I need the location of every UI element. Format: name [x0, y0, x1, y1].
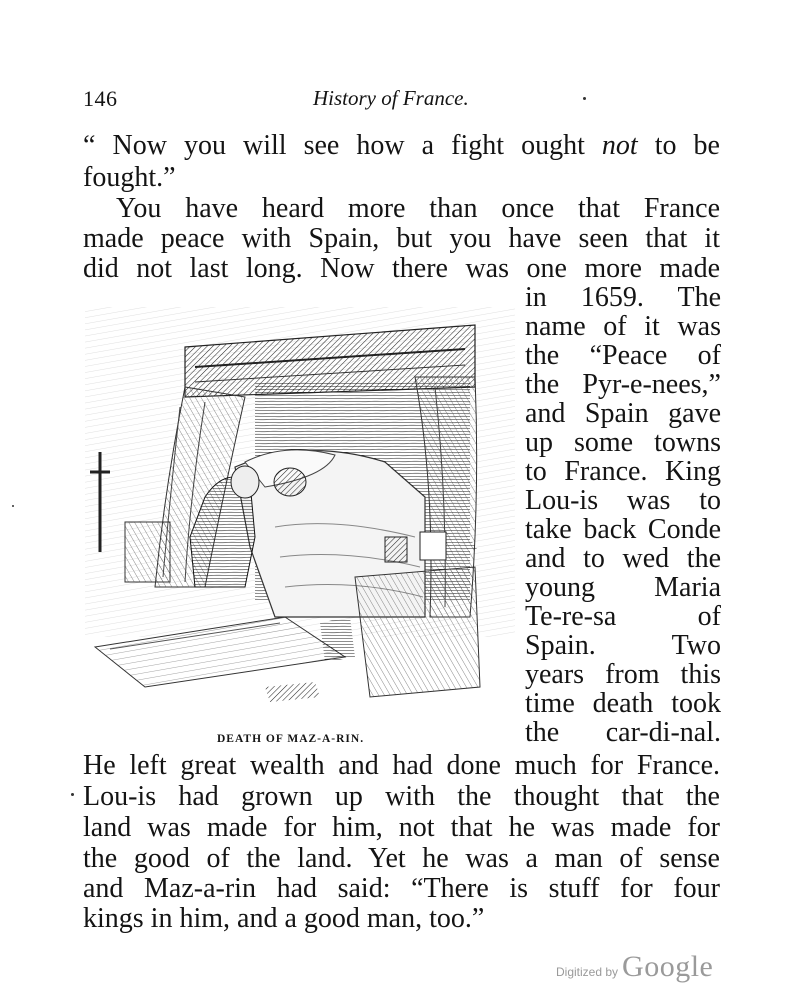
column-line: and to wed the	[525, 543, 721, 574]
body-line: He left great wealth and had done much for France.	[83, 750, 720, 781]
digitized-by-google-watermark: Digitized by Google	[556, 950, 714, 983]
column-line: in 1659. The	[525, 282, 721, 313]
column-line: time death took	[525, 688, 721, 719]
margin-mark	[71, 793, 74, 796]
engraving-death-of-mazarin	[85, 287, 515, 719]
column-line: name of it was	[525, 311, 721, 342]
running-title: History of France.	[313, 86, 469, 110]
body-line: and Maz-a-rin had said: “There is stuff for four	[83, 873, 720, 904]
page-number: 146	[83, 86, 118, 111]
body-line-1: “ Now you will see how a fight ought not to be	[83, 130, 720, 161]
column-line: Spain. Two	[525, 630, 721, 661]
body-line-2: fought.”	[83, 162, 176, 193]
column-line: the car-di-nal.	[525, 717, 721, 748]
column-line: and Spain gave	[525, 398, 721, 429]
column-line: Lou-is was to	[525, 485, 721, 516]
stray-mark	[583, 97, 586, 100]
body-line-5: did not last long. Now there was one more made	[83, 253, 720, 284]
column-line: the Pyr-e-nees,”	[525, 369, 721, 400]
column-line: Te-re-sa of	[525, 601, 721, 632]
body-line: land was made for him, not that he was made for	[83, 812, 720, 843]
column-line: to France. King	[525, 456, 721, 487]
body-line-3: You have heard more than once that France	[116, 193, 720, 224]
google-logo: Google	[622, 950, 714, 983]
body-line: kings in him, and a good man, too.”	[83, 903, 485, 934]
column-line: young Maria	[525, 572, 721, 603]
column-line: years from this	[525, 659, 721, 690]
body-line: the good of the land. Yet he was a man of sense	[83, 843, 720, 874]
margin-mark	[12, 505, 14, 507]
illustration-caption: DEATH OF MAZ-A-RIN.	[217, 733, 365, 745]
column-line: take back Conde	[525, 514, 721, 545]
body-line-4: made peace with Spain, but you have seen that it	[83, 223, 720, 254]
column-line: up some towns	[525, 427, 721, 458]
body-line: Lou-is had grown up with the thought that the	[83, 781, 720, 812]
column-line: the “Peace of	[525, 340, 721, 371]
